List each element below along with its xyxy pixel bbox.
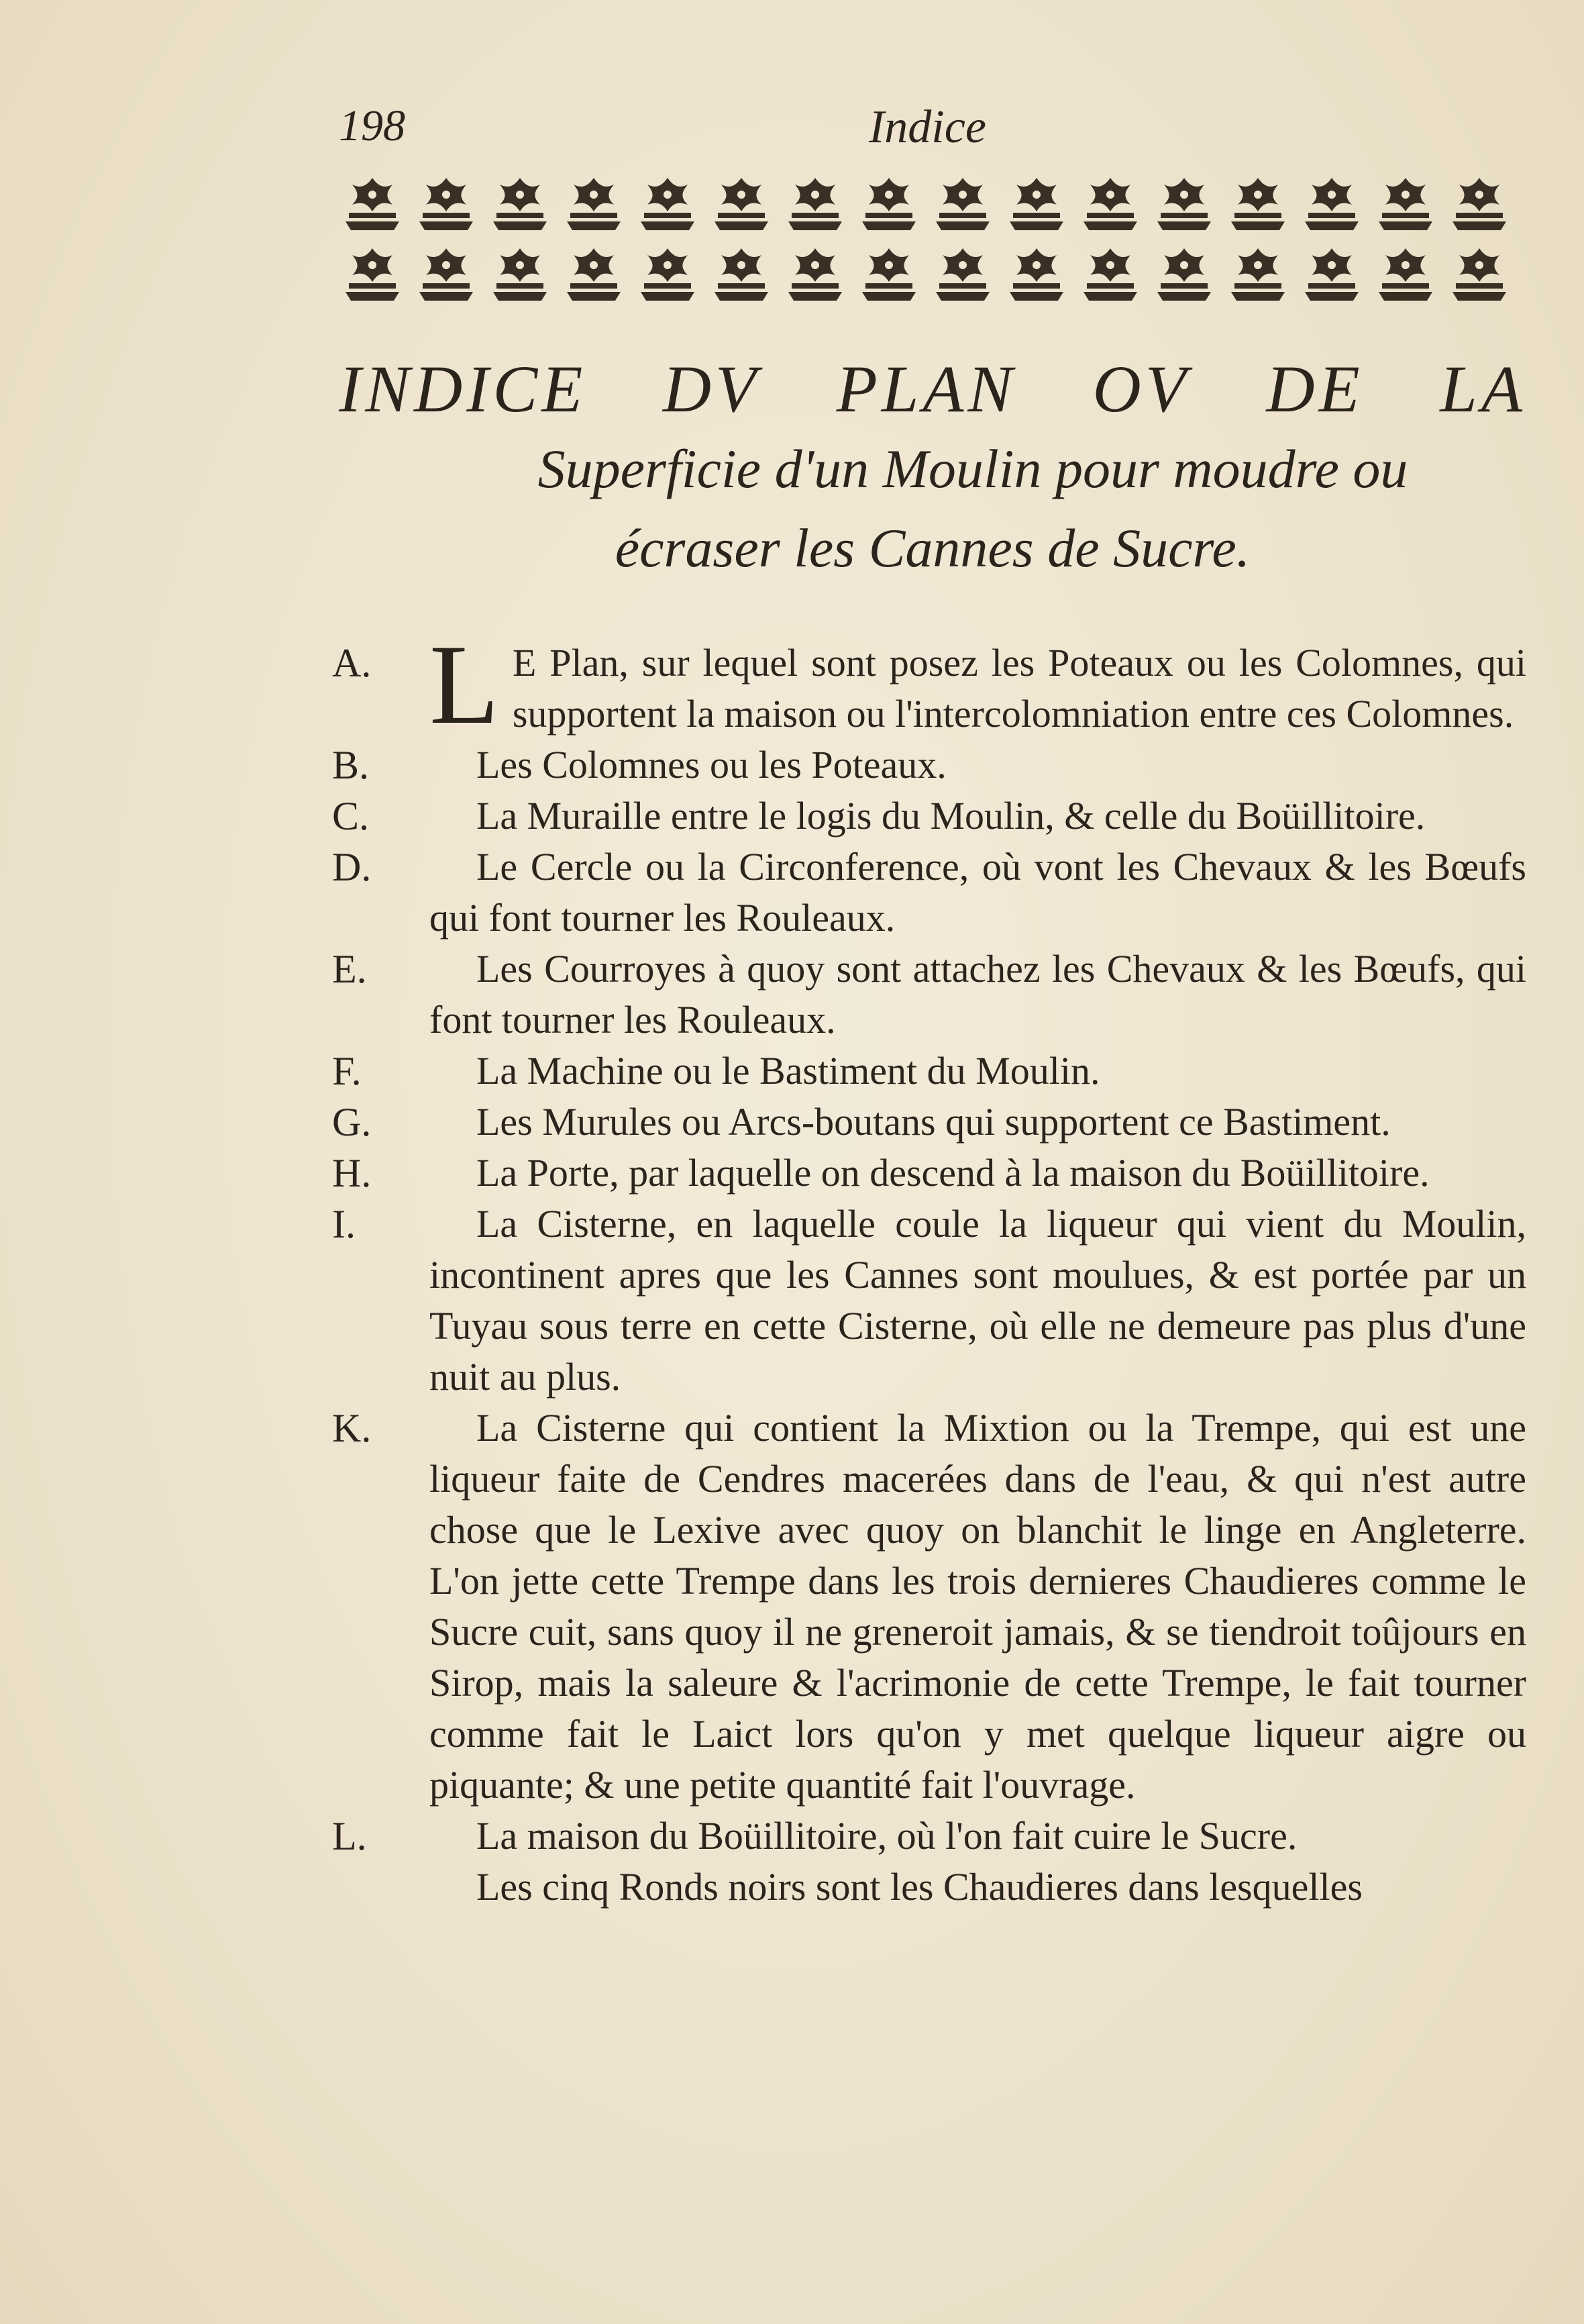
entry-text: La Porte, par laquelle on descend à la maison du Boüillitoire. <box>476 1151 1430 1195</box>
title-word: LA <box>1440 352 1526 426</box>
running-title: Indice <box>869 101 986 153</box>
fleuron-ornament <box>1453 248 1506 301</box>
fleuron-ornament <box>493 178 547 230</box>
fleuron-ornament <box>1084 178 1137 230</box>
drop-cap: L <box>429 621 499 748</box>
entry-text: La Cisterne qui contient la Mixtion ou la Trempe, qui est une liqueur faite de Cendres macerées dans de l'eau, & qui n'est autre chose que le Lexive avec quoy on blanchit le linge en Angleterre. L'on jette cette Trempe dans les trois dernieres Chaudieres comme le Sucre cuit, sans quoy il ne greneroit jamais, & se tiendroit toûjours en Sirop, mais la saleure & l'acrimonie de cette Trempe, le fait tourner comme fait le Laict lors qu'on y met quelque liqueur aigre ou piquante; & une petite quantité fait l'ouvrage. <box>429 1406 1526 1807</box>
index-entry <box>332 842 1526 944</box>
index-entries <box>332 621 1526 1913</box>
title-line-2: Superficie d'un Moulin pour moudre ou <box>537 438 1408 499</box>
entry-text: Les Murules ou Arcs-boutans qui supportent ce Bastiment. <box>476 1100 1391 1144</box>
fleuron-ornament <box>641 248 694 301</box>
fleuron-ornament <box>1305 178 1359 230</box>
index-entry <box>332 1811 1526 1862</box>
entry-text: La Cisterne, en laquelle coule la liqueur qui vient du Moulin, incontinent apres que les Cannes sont moulues, & est portée par un Tuyau sous terre en cette Cisterne, où elle ne demeure pas plus d'une nuit au plus. <box>429 1202 1526 1399</box>
entry-letter: K. <box>332 1406 372 1450</box>
title-line-3: écraser les Cannes de Sucre. <box>615 517 1251 578</box>
index-entry <box>332 740 1526 791</box>
title-word: DV <box>662 352 761 426</box>
fleuron-ornament <box>862 178 916 230</box>
index-entry <box>332 1199 1526 1403</box>
entry-letter: E. <box>332 947 367 991</box>
fleuron-ornament <box>346 178 399 230</box>
entry-text: Les Colomnes ou les Poteaux. <box>476 743 947 787</box>
fleuron-ornament <box>1453 178 1506 230</box>
entry-letter: L. <box>332 1814 367 1858</box>
entry-text: La Machine ou le Bastiment du Moulin. <box>476 1049 1100 1093</box>
index-entry <box>332 1046 1526 1097</box>
fleuron-ornament <box>936 178 990 230</box>
index-entry <box>332 1148 1526 1199</box>
fleuron-ornament <box>862 248 916 301</box>
fleuron-ornament <box>1157 248 1211 301</box>
title-line-1 <box>339 349 1526 430</box>
fleuron-ornament <box>788 248 842 301</box>
fleuron-ornament <box>641 178 694 230</box>
index-entry <box>332 791 1526 842</box>
fleuron-ornament <box>1379 248 1432 301</box>
fleuron-ornament <box>419 178 473 230</box>
entry-letter: A. <box>332 641 372 685</box>
fleuron-ornament <box>1379 178 1432 230</box>
fleuron-ornament <box>715 178 768 230</box>
fleuron-ornament <box>419 248 473 301</box>
title-word: PLAN <box>836 352 1017 426</box>
page-number: 198 <box>339 101 405 150</box>
entry-letter: G. <box>332 1100 372 1144</box>
fleuron-ornament <box>788 178 842 230</box>
entry-text: Les Courroyes à quoy sont attachez les Chevaux & les Bœufs, qui font tourner les Rouleaux. <box>429 947 1526 1042</box>
title-word: DE <box>1266 352 1364 426</box>
entry-text: La Muraille entre le logis du Moulin, & celle du Boüillitoire. <box>476 794 1426 838</box>
fleuron-ornament <box>936 248 990 301</box>
entry-letter: F. <box>332 1049 362 1093</box>
entry-letter: C. <box>332 794 370 838</box>
fleuron-ornament <box>1010 178 1063 230</box>
ornamental-headpiece <box>339 168 1526 309</box>
entry-text: La maison du Boüillitoire, où l'on fait cuire le Sucre. <box>476 1814 1298 1858</box>
index-entry <box>332 621 1526 748</box>
index-entry <box>332 944 1526 1046</box>
fleuron-ornament <box>1305 248 1359 301</box>
running-head <box>339 101 1523 161</box>
fleuron-ornament <box>346 248 399 301</box>
fleuron-ornament <box>1010 248 1063 301</box>
index-entry <box>332 1097 1526 1148</box>
fleuron-ornament <box>567 178 621 230</box>
fleuron-ornament <box>1231 248 1285 301</box>
fleuron-ornament <box>493 248 547 301</box>
fleuron-ornament <box>715 248 768 301</box>
fleuron-ornament <box>1231 178 1285 230</box>
fleuron-ornament <box>1084 248 1137 301</box>
title-word: OV <box>1092 352 1190 426</box>
entry-letter: I. <box>332 1202 356 1246</box>
continuation-line: Les cinq Ronds noirs sont les Chaudieres dans lesquelles <box>476 1865 1363 1909</box>
fleuron-ornament <box>567 248 621 301</box>
entry-text: Le Cercle ou la Circonference, où vont les Chevaux & les Bœufs qui font tourner les Rouleaux. <box>429 845 1526 940</box>
title-word: INDICE <box>339 352 587 426</box>
entry-letter: D. <box>332 845 372 889</box>
entry-letter: H. <box>332 1151 372 1195</box>
entry-letter: B. <box>332 743 370 787</box>
index-entry <box>332 1403 1526 1811</box>
fleuron-ornament <box>1157 178 1211 230</box>
entry-text: E Plan, sur lequel sont posez les Poteaux ou les Colomnes, qui supportent la maison ou l'intercolomniation entre ces Colomnes. <box>512 641 1526 736</box>
title-block <box>339 349 1526 588</box>
